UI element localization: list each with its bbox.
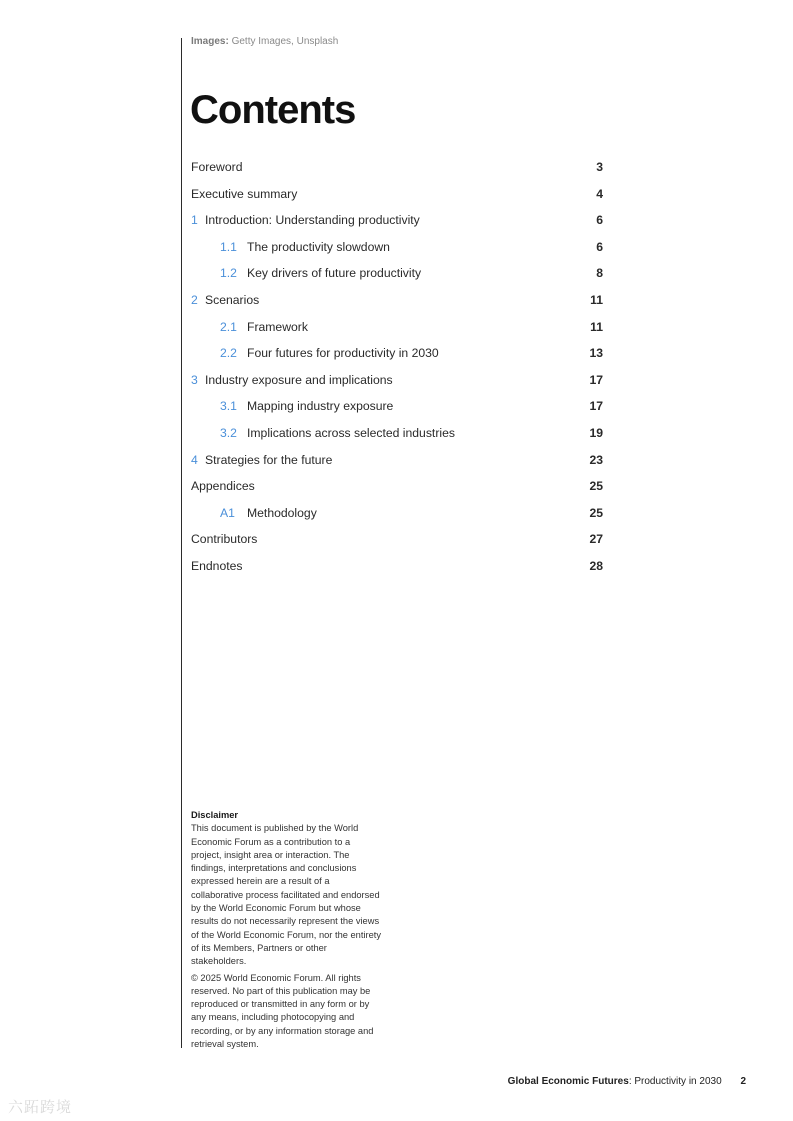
toc-entry-page: 3: [596, 160, 603, 174]
toc-entry-label: Framework: [247, 319, 308, 334]
table-of-contents: [191, 154, 603, 580]
toc-entry-text: [191, 479, 255, 493]
toc-entry[interactable]: [191, 181, 603, 208]
image-credits-label: Images:: [191, 36, 229, 47]
toc-entry-text: [191, 213, 420, 227]
toc-entry[interactable]: [191, 207, 603, 234]
toc-entry-label: Industry exposure and implications: [205, 372, 393, 387]
disclaimer-body: This document is published by the World Economic Forum as a contribution to a project, insight area or interaction. The findings, interpretations and conclusions expressed herein are a result of a collaborative process facilitated and endorsed by the World Economic Forum but whose results do not necessarily represent the views of the World Economic Forum, nor the entirety of its Members, Partners or other stakeholders.: [191, 823, 381, 967]
toc-entry-label: Foreword: [191, 160, 243, 174]
disclaimer-title: Disclaimer: [191, 810, 239, 820]
footer-page-number: 2: [740, 1076, 746, 1087]
page-title: Contents: [190, 88, 356, 132]
toc-entry-page: 17: [589, 399, 603, 414]
toc-entry-text: [191, 426, 455, 440]
watermark-logo: 六跖跨境: [8, 1099, 73, 1116]
toc-entry-number: 3.1: [220, 399, 237, 414]
toc-entry-number: 2: [191, 292, 198, 307]
toc-entry-number: A1: [220, 505, 235, 520]
toc-entry-text: [191, 293, 259, 307]
image-credits: [191, 36, 338, 47]
toc-entry[interactable]: [191, 154, 603, 181]
toc-entry-label: Methodology: [247, 505, 317, 520]
page-footer: [508, 1076, 746, 1087]
toc-entry[interactable]: [191, 287, 603, 314]
toc-entry[interactable]: [191, 473, 603, 500]
toc-entry-label: Strategies for the future: [205, 452, 333, 467]
toc-entry[interactable]: [191, 447, 603, 474]
toc-entry-label: Mapping industry exposure: [247, 399, 394, 414]
toc-entry-label: Four futures for productivity in 2030: [247, 346, 439, 361]
toc-entry-label: Executive summary: [191, 186, 298, 201]
toc-entry[interactable]: [191, 500, 603, 527]
toc-entry-page: 28: [589, 558, 603, 573]
toc-entry[interactable]: [191, 234, 603, 261]
toc-entry-text: [191, 559, 243, 573]
toc-entry-label: Contributors: [191, 532, 258, 547]
toc-entry-page: 11: [590, 292, 603, 307]
toc-entry[interactable]: [191, 260, 603, 287]
footer-separator: :: [628, 1076, 632, 1087]
toc-entry-number: 1.2: [220, 266, 237, 281]
image-credits-text: Getty Images, Unsplash: [231, 36, 339, 47]
toc-entry-text: [191, 160, 242, 174]
toc-entry-page: 25: [589, 479, 603, 494]
toc-entry-page: 27: [589, 532, 603, 547]
disclaimer-block: [191, 809, 381, 1051]
toc-entry[interactable]: [191, 553, 603, 580]
toc-entry-page: 6: [596, 213, 603, 228]
toc-entry-label: Scenarios: [205, 292, 260, 307]
toc-entry-text: [191, 506, 317, 520]
toc-entry-page: 11: [590, 319, 603, 334]
toc-entry[interactable]: [191, 314, 603, 341]
copyright-notice: © 2025 World Economic Forum. All rights reserved. No part of this publication may be reproduced or transmitted in any form or by any means, including photocopying and recording, or by any information storage and retrieval system.: [191, 972, 374, 1050]
toc-entry-page: 13: [589, 346, 603, 361]
toc-entry-page: 4: [596, 186, 603, 201]
toc-entry-text: [191, 346, 439, 360]
toc-entry-label: Introduction: Understanding productivity: [205, 213, 420, 228]
toc-entry-number: 3.2: [220, 425, 237, 440]
toc-entry-label: The productivity slowdown: [247, 239, 390, 254]
toc-entry-page: 23: [589, 452, 603, 467]
toc-entry-text: [191, 266, 421, 280]
toc-entry-number: 4: [191, 452, 198, 467]
toc-entry-label: Implications across selected industries: [247, 425, 455, 440]
toc-entry-text: [191, 399, 393, 413]
toc-entry[interactable]: [191, 367, 603, 394]
toc-entry-page: 19: [589, 425, 603, 440]
footer-series: Global Economic Futures: [507, 1076, 629, 1087]
toc-entry-label: Appendices: [191, 479, 255, 494]
toc-entry-text: [191, 453, 332, 467]
left-margin-rule: [181, 38, 182, 1048]
toc-entry-label: Key drivers of future productivity: [247, 266, 422, 281]
toc-entry-text: [191, 187, 297, 201]
toc-entry-text: [191, 373, 393, 387]
toc-entry-page: 17: [589, 372, 603, 387]
toc-entry-label: Endnotes: [191, 558, 243, 573]
toc-entry-number: 2.1: [220, 319, 237, 334]
toc-entry-number: 1: [191, 213, 198, 228]
toc-entry-page: 8: [596, 266, 603, 281]
toc-entry[interactable]: [191, 526, 603, 553]
toc-entry-number: 3: [191, 372, 198, 387]
toc-entry-number: 1.1: [220, 239, 237, 254]
toc-entry[interactable]: [191, 393, 603, 420]
footer-subtitle: Productivity in 2030: [631, 1076, 722, 1087]
toc-entry-number: 2.2: [220, 346, 237, 361]
toc-entry[interactable]: [191, 340, 603, 367]
toc-entry-page: 25: [589, 505, 603, 520]
toc-entry-text: [191, 532, 257, 546]
toc-entry[interactable]: [191, 420, 603, 447]
toc-entry-text: [191, 240, 390, 254]
toc-entry-page: 6: [596, 239, 603, 254]
toc-entry-text: [191, 320, 308, 334]
